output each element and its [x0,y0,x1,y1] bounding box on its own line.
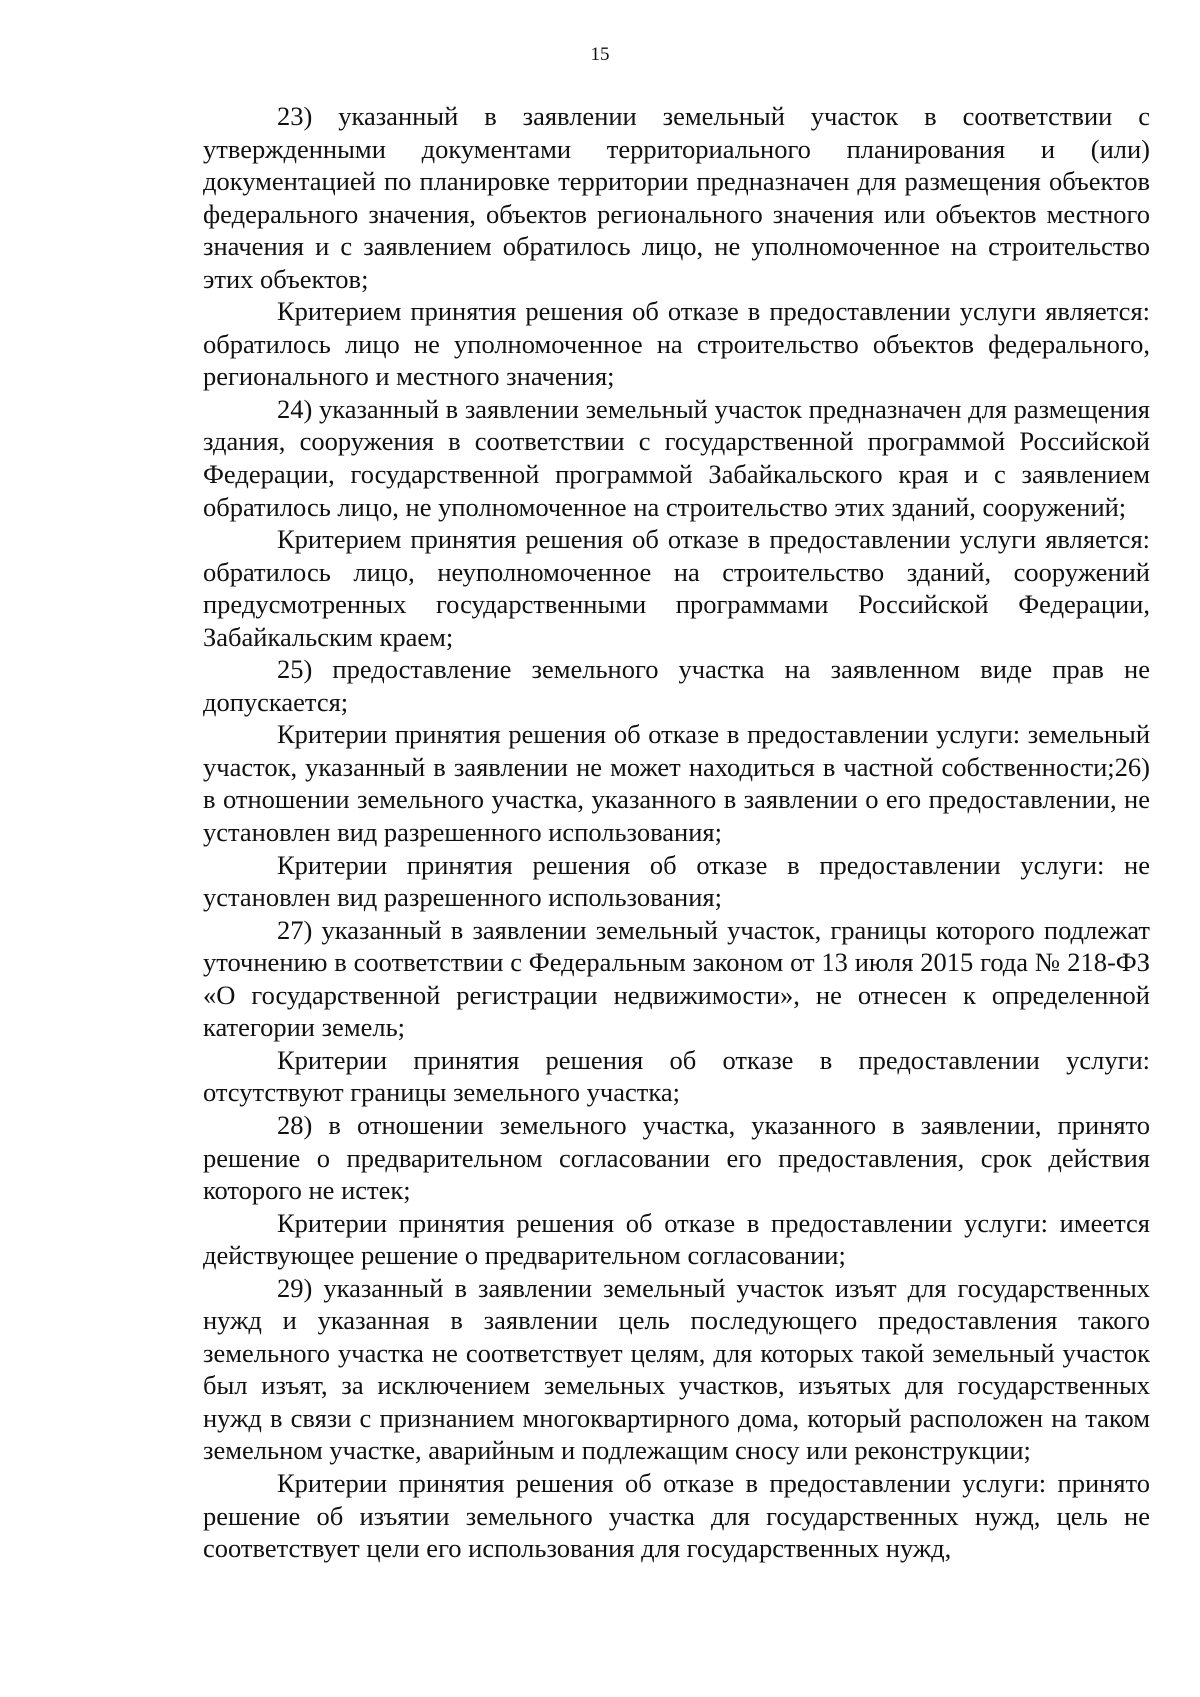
paragraph-criterion-27: Критерии принятия решения об отказе в предоставлении услуги: отсутствуют границы земельного участка; [203,1044,1150,1108]
paragraph-item-28: 28) в отношении земельного участка, указанного в заявлении, принято решение о предварительном согласовании его предоставления, срок действия которого не истек; [203,1109,1150,1206]
page-number: 15 [590,44,610,65]
paragraph-item-24: 24) указанный в заявлении земельный участок предназначен для размещения здания, сооружения в соответствии с государственной программой Российской Федерации, государственной программой Забайкальского края и с заявлением обратилось лицо, не уполномоченное на строительство этих зданий, сооружений; [203,393,1150,522]
paragraph-item-23: 23) указанный в заявлении земельный участок в соответствии с утвержденными документами территориального планирования и (или) документацией по планировке территории предназначен для размещения объектов федерального значения, объектов регионального значения или объектов местного значения и с заявлением обратилось лицо, не уполномоченное на строительство этих объектов; [203,101,1150,294]
paragraph-criterion-25-item-26: Критерии принятия решения об отказе в предоставлении услуги: земельный участок, указанный в заявлении не может находиться в частной собственности;26) в отношении земельного участка, указанного в заявлении о его предоставлении, не установлен вид разрешенного использования; [203,719,1150,848]
paragraph-item-29: 29) указанный в заявлении земельный участок изъят для государственных нужд и указанная в заявлении цель последующего предоставления такого земельного участка не соответствует целям, для которых такой земельный участок был изъят, за исключением земельных участков, изъятых для государственных нужд в связи с признанием многоквартирного дома, который расположен на таком земельном участке, аварийным и подлежащим сносу или реконструкции; [203,1272,1150,1466]
paragraph-criterion-24: Критерием принятия решения об отказе в предоставлении услуги является: обратилось лицо, неуполномоченное на строительство зданий, сооружений предусмотренных государственными программами Российской Федерации, Забайкальским краем; [203,524,1150,652]
paragraph-criterion-26: Критерии принятия решения об отказе в предоставлении услуги: не установлен вид разрешенного использования; [203,849,1150,913]
paragraph-item-25: 25) предоставление земельного участка на заявленном виде прав не допускается; [203,654,1150,717]
document-body [203,100,1150,1565]
paragraph-criterion-29: Критерии принятия решения об отказе в предоставлении услуги: принято решение об изъятии земельного участка для государственных нужд, цель не соответствует цели его использования для государственных нужд, [203,1467,1150,1564]
paragraph-criterion-23: Критерием принятия решения об отказе в предоставлении услуги является: обратилось лицо не уполномоченное на строительство объектов федерального, регионального и местного значения; [203,296,1150,392]
paragraph-item-27: 27) указанный в заявлении земельный участок, границы которого подлежат уточнению в соответствии с Федеральным законом от 13 июля 2015 года № 218-ФЗ «О государственной регистрации недвижимости», не отнесен к определенной категории земель; [203,914,1150,1043]
paragraph-criterion-28: Критерии принятия решения об отказе в предоставлении услуги: имеется действующее решение о предварительном согласовании; [203,1207,1150,1271]
